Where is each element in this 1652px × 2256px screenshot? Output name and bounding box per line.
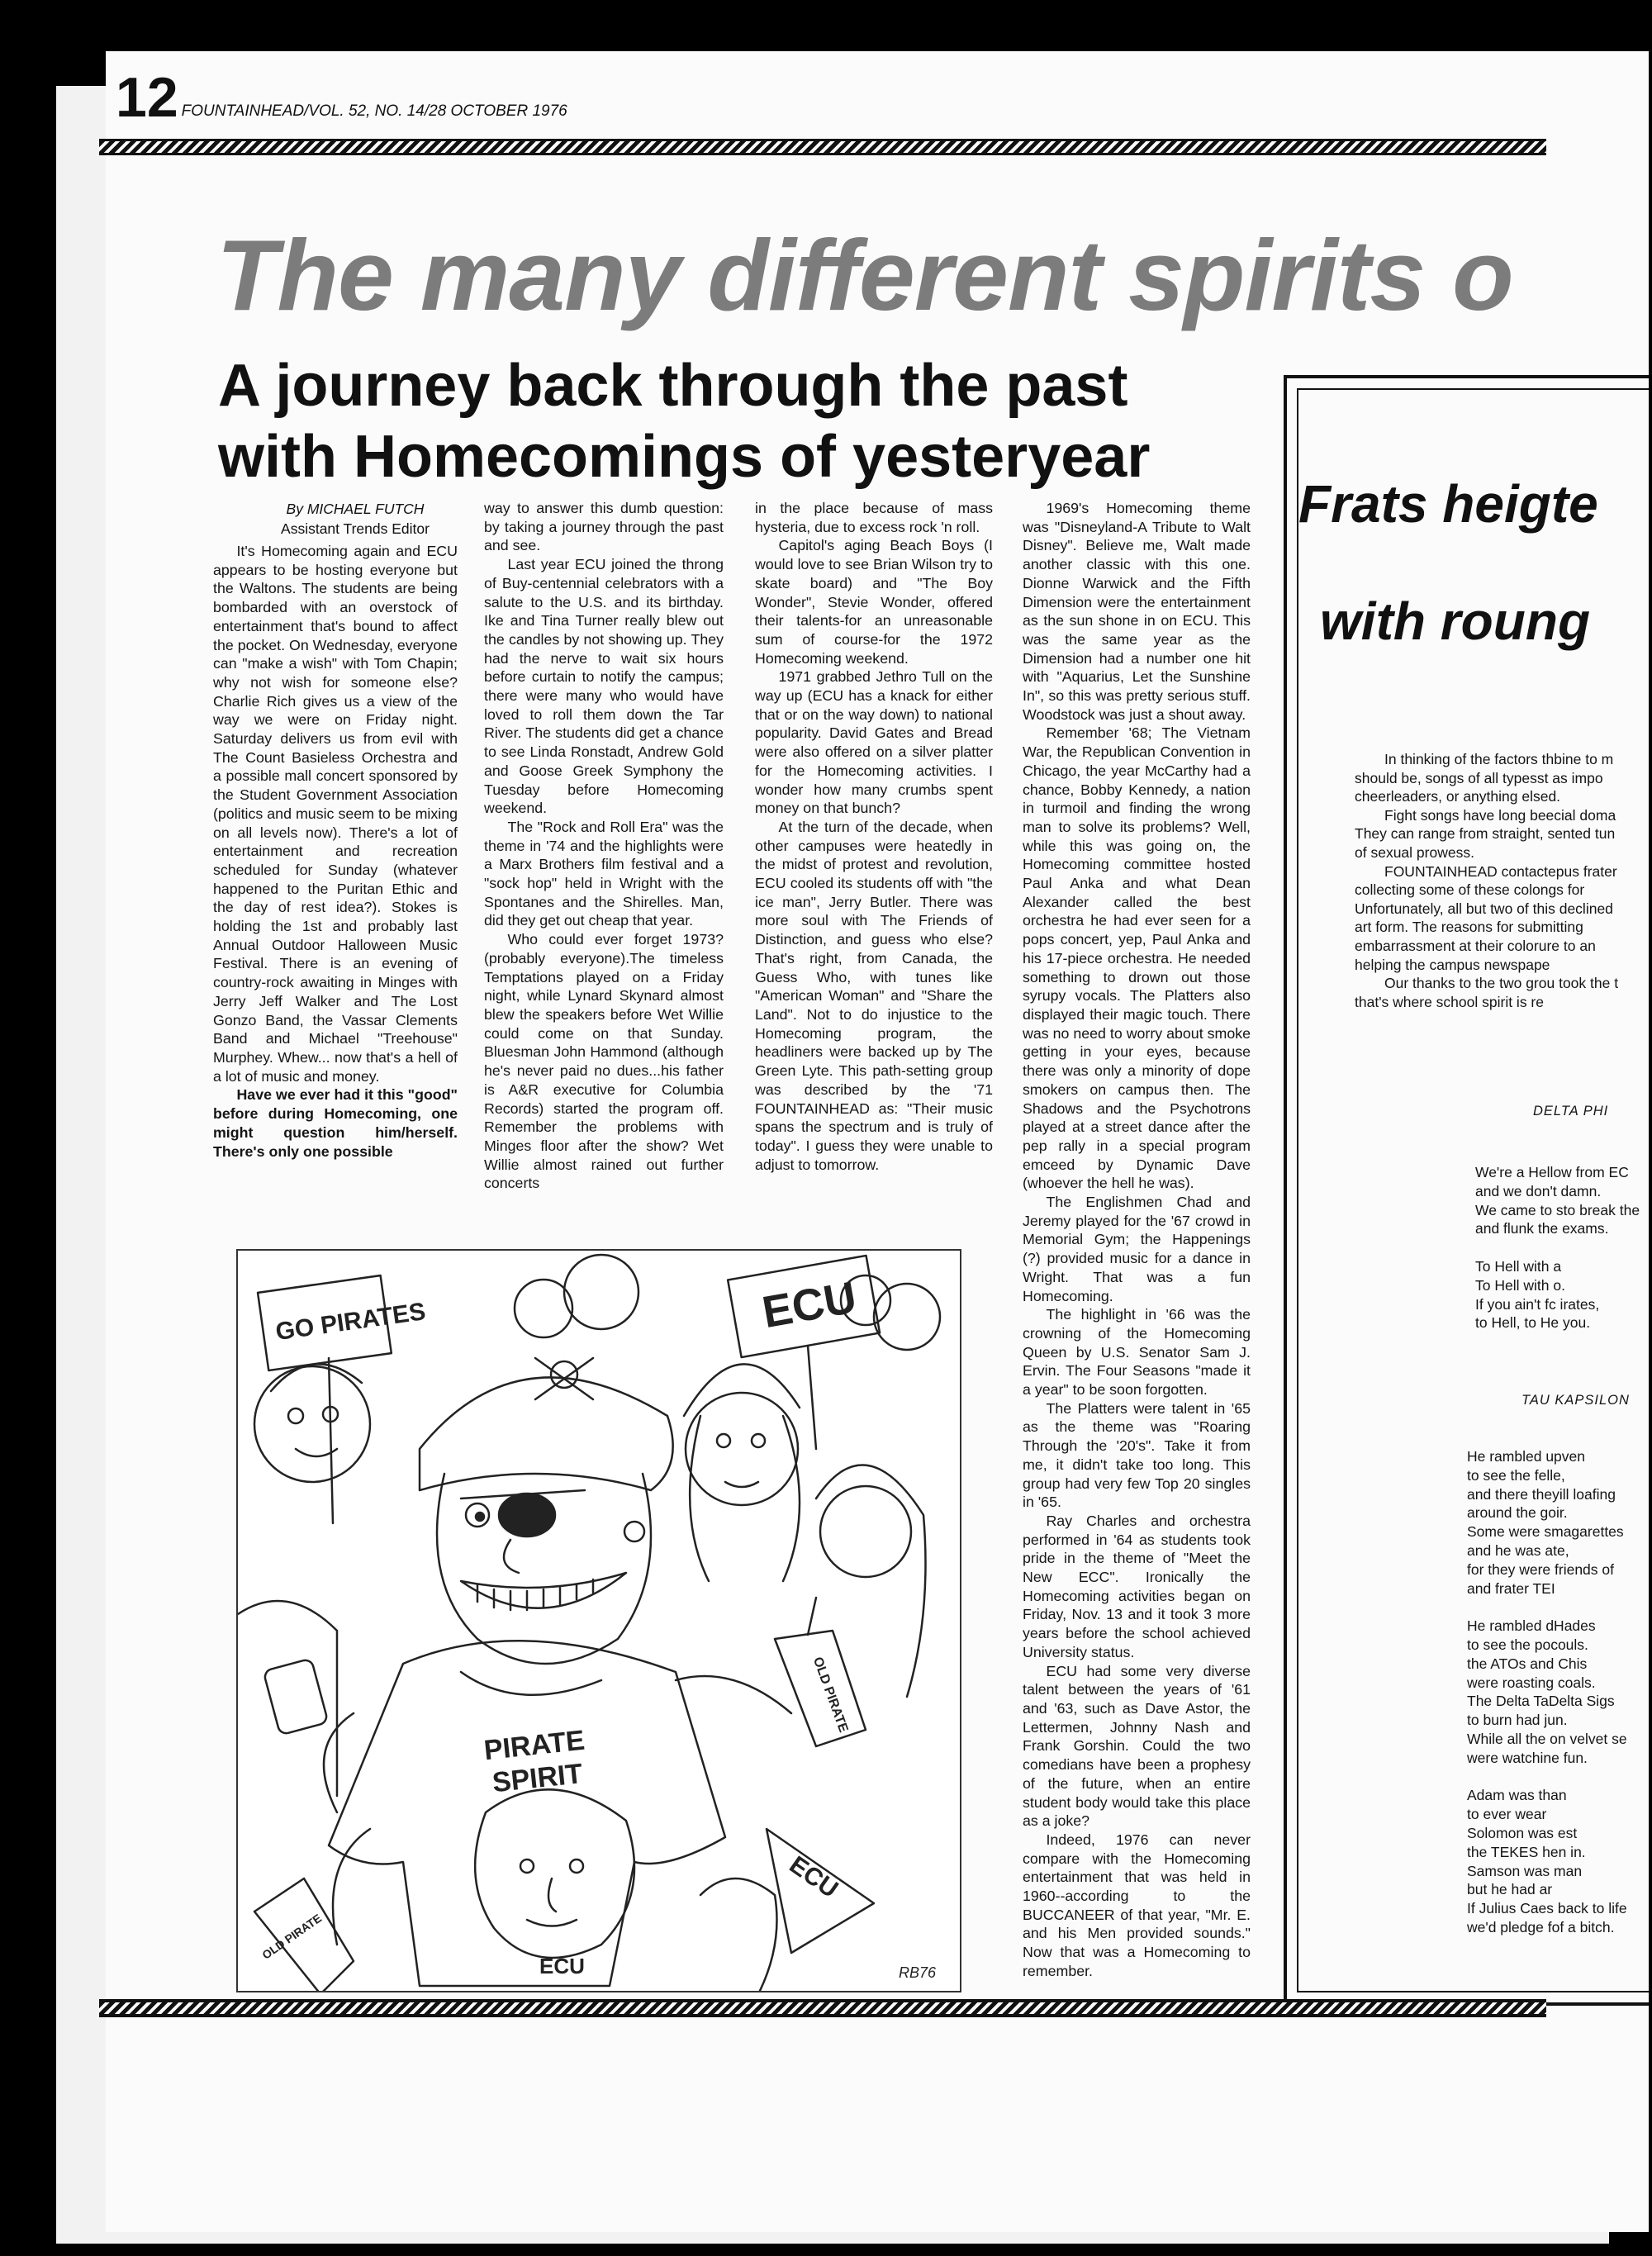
- verse-line: to see the pocouls.: [1467, 1636, 1588, 1653]
- paragraph: The Platters were talent in '65 as the theme was "Roaring Through the '20's". Take it from me, it didn't take too long. This group had very few Top 20 singles in '65.: [1023, 1399, 1251, 1511]
- article-column-1: [213, 542, 458, 1161]
- bottle-label-left: OLD PIRATE: [259, 1911, 325, 1962]
- sidebar-intro: [1355, 750, 1652, 1011]
- shirt-ecu-text: ECU: [539, 1954, 585, 1978]
- intro-line: that's where school spirit is re: [1355, 993, 1544, 1010]
- verse-line: We came to sto break the: [1475, 1201, 1640, 1218]
- verse-line: the TEKES hen in.: [1467, 1843, 1586, 1860]
- headline-line-2: with Homecomings of yesteryear: [218, 424, 1151, 490]
- intro-line: collecting some of these colongs for: [1355, 881, 1585, 899]
- page-number: 12: [116, 66, 178, 129]
- paragraph: 1969's Homecoming theme was "Disneyland-A Tribute to Walt Disney". Believe me, Walt made another classic with this one. Dionne Warwick and the Fifth Dimension were the entertainment as the sun shone in on ECU. This was the same year as the Dimension had a number one hit with "Aquarius, Let the Sunshine In", so this was pretty serious stuff. Woodstock was just a shout away.: [1023, 500, 1251, 723]
- verse-line: Solomon was est: [1467, 1824, 1578, 1841]
- byline: [248, 499, 463, 539]
- verse-line: we'd pledge fof a bitch.: [1467, 1918, 1615, 1935]
- pennant-text: ECU: [784, 1850, 843, 1904]
- paragraph: The Englishmen Chad and Jeremy played for the '67 crowd in Memorial Gym; the Happenings (?) provided music for a dance in Wright. That was a fun Homecoming.: [1023, 1194, 1251, 1304]
- intro-line: art form. The reasons for submitting: [1355, 919, 1583, 936]
- verse-line: to burn had jun.: [1467, 1712, 1568, 1729]
- artist-signature: RB76: [899, 1964, 937, 1981]
- intro-line: of sexual prowess.: [1355, 843, 1474, 861]
- top-decorative-rule: [99, 139, 1546, 155]
- verse-line: The Delta TaDelta Sigs: [1467, 1693, 1615, 1710]
- verse-line: If you ain't fc irates,: [1475, 1295, 1600, 1313]
- byline-title: Assistant Trends Editor: [281, 520, 430, 537]
- publication-line: FOUNTAINHEAD/VOL. 52, NO. 14/28 OCTOBER 1976: [181, 102, 567, 120]
- intro-line: Unfortunately, all but two of this declined: [1355, 900, 1613, 917]
- verse-line: and we don't damn.: [1475, 1182, 1602, 1199]
- verse-line: to see the felle,: [1467, 1466, 1565, 1484]
- sign-right-text: ECU: [758, 1272, 861, 1338]
- verse-line: were watchine fun.: [1467, 1749, 1588, 1766]
- verse-line: to ever wear: [1467, 1806, 1547, 1823]
- paragraph: Ray Charles and orchestra performed in '64 as students took pride in the theme of "Meet the New ECC". Ironically the Homecoming activities began on Friday, Nov. 13 and it took 3 more years before the school achieved University status.: [1023, 1512, 1251, 1660]
- verse-line: If Julius Caes back to life: [1467, 1900, 1627, 1917]
- verse-line: and frater TEI: [1467, 1579, 1555, 1597]
- sidebar-headline-2: with roung: [1320, 591, 1591, 651]
- intro-line: embarrassment at their colorure to an: [1355, 937, 1596, 954]
- verse-line: and he was ate,: [1467, 1541, 1569, 1559]
- article-column-2: [484, 499, 724, 1193]
- intro-line: helping the campus newspape: [1355, 956, 1550, 973]
- shirt-text-line-2: SPIRIT: [491, 1758, 585, 1799]
- paragraph: Capitol's aging Beach Boys (I would love to see Brian Wilson try to skate board) and "The Boy Wonder", Stevie Wonder, offered their talents-for an unreasonable sum of course-for the 1972 Homecoming weekend.: [755, 537, 993, 667]
- headline-line-1: A journey back through the past: [218, 353, 1128, 419]
- verse-line: To Hell with o.: [1475, 1276, 1565, 1294]
- paragraph: The "Rock and Roll Era" was the theme in '74 and the highlights were a Marx Brothers film festival and a "sock hop" held in Wright with the Spontanes and the Shirelles. Man, did they get out cheap that year.: [484, 818, 724, 929]
- section-banner: The many different spirits o: [216, 219, 1513, 331]
- verse-line: Some were smagarettes: [1467, 1523, 1624, 1541]
- verse-line: While all the on velvet se: [1467, 1730, 1627, 1747]
- paragraph: Who could ever forget 1973? (probably everyone).The timeless Temptations played on a Friday night, while Lynard Skynard almost blew the speakers before Wet Willie could come on that Sunday. Bluesman John Hammond (although he's never paid no dues...his father is A&R executive for Columbia Records) started the program off. Remember the problems with Minges floor after the show? Wet Willie almost rained out further concerts: [484, 931, 724, 1192]
- article-headline: [218, 350, 1251, 492]
- verse-line: were roasting coals.: [1467, 1674, 1596, 1691]
- sidebar-headline-1: Frats heigte: [1298, 474, 1598, 534]
- verse-line: [1467, 1768, 1627, 1787]
- article-column-4: [1023, 499, 1251, 1981]
- verse-line: and there theyill loafing: [1467, 1485, 1616, 1503]
- tau-kappa-verse: [1467, 1447, 1627, 1937]
- paragraph: way to answer this dumb question: by taking a journey through the past and see.: [484, 500, 724, 554]
- paragraph: Last year ECU joined the throng of Buy-centennial celebrators with a salute to the U.S. and its birthday. Ike and Tina Turner really blew out the candles by not showing up. They had the nerve to wait six hours before curtain to notify the campus; there were many who would have loved to roll them down the Tar River. The students did get a chance to see Linda Ronstadt, Andrew Gold and Goose Greek Symphony the Tuesday before Homecoming weekend.: [484, 556, 724, 817]
- paragraph: in the place because of mass hysteria, due to excess rock 'n roll.: [755, 500, 993, 535]
- intro-line: Fight songs have long beecial doma: [1384, 806, 1616, 824]
- paragraph: The highlight in '66 was the crowning of the Homecoming Queen by U.S. Senator Sam J. Ervin. The Four Seasons "made it a year" to be soon forgotten.: [1023, 1306, 1251, 1399]
- verse-line: [1475, 1238, 1640, 1257]
- paragraph: Indeed, 1976 can never compare with the Homecoming entertainment that was held in 1960--according to the BUCCANEER of that year, "Mr. E. and his Men provided sounds." Now that was a Homecoming to remember.: [1023, 1831, 1251, 1979]
- section-title-delta-phi: DELTA PHI: [1533, 1104, 1609, 1119]
- intro-line: FOUNTAINHEAD contactepus frater: [1384, 862, 1617, 880]
- paragraph: ECU had some very diverse talent between the years of '61 and '63, such as Dave Astor, the Lettermen, Johnny Nash and Frank Gorshin. Could the two comedians have been a prophesy of the future, when an entire student body would take this place as a joke?: [1023, 1662, 1251, 1830]
- paragraph: It's Homecoming again and ECU appears to be hosting everyone but the Waltons. The students are being bombarded with an overstock of entertainment that's bound to affect the pocket. On Wednesday, everyone can "make a wish" with Tom Chapin; why not wish for someone else? Charlie Rich gives us a view of the way we were on Friday night. Saturday delivers us from evil with The Count Basieless Orchestra and a possible mall concert sponsored by the Student Government Association (politics and music seem to be mixing on all levels now). There's a lot of entertainment and recreation scheduled for Sunday (whatever happened to the Puritan Ethic and the day of rest idea?). Stokes is holding the 1st and probably last Annual Outdoor Halloween Music Festival. There is an evening of country-rock awaiting in Minges with Jerry Jeff Walker and The Lost Gonzo Band, the Vassar Clements Band and Michael "Treehouse" Murphey. Whew... now that's a hell of a lot of music and money.: [213, 543, 458, 1085]
- verse-line: but he had ar: [1467, 1881, 1553, 1898]
- verse-line: to Hell, to He you.: [1475, 1314, 1591, 1332]
- verse-line: for they were friends of: [1467, 1560, 1614, 1578]
- shirt-text-line-1: PIRATE: [482, 1724, 586, 1767]
- verse-line: the ATOs and Chis: [1467, 1655, 1588, 1672]
- verse-line: around the goir.: [1467, 1504, 1568, 1522]
- intro-line: should be, songs of all typesst as impo: [1355, 769, 1603, 786]
- paragraph: Have we ever had it this "good" before during Homecoming, one might question him/herself. There's only one possible: [213, 1086, 458, 1160]
- bottle-label: OLD PIRATE: [809, 1655, 851, 1735]
- paragraph: At the turn of the decade, when other campuses were heatedly in the midst of protest and revolution, ECU cooled its students off with "the ice man", Jerry Butler. There was more soul with The Friends of Distinction, and guess who else? That's right, from Canada, the Guess Who, with tunes like "American Woman" and "Share the Land". Not to do injustice to the Homecoming program, the headliners were backed up by The Green Lyte. This path-setting group was described by the '71 FOUNTAINHEAD as: "Their music spans the spectrum and is truly of today". I guess they were unable to adjust to tomorrow.: [755, 818, 993, 1173]
- verse-line: He rambled upven: [1467, 1448, 1585, 1465]
- page-folio: [116, 66, 567, 129]
- verse-line: We're a Hellow from EC: [1475, 1164, 1629, 1180]
- verse-line: He rambled dHades: [1467, 1617, 1596, 1635]
- delta-phi-verse: [1475, 1163, 1640, 1332]
- verse-line: and flunk the exams.: [1475, 1220, 1609, 1237]
- bottom-decorative-rule: [99, 1999, 1546, 2017]
- cartoon-drawing: [238, 1251, 961, 1992]
- intro-line: Our thanks to the two grou took the t: [1384, 975, 1619, 992]
- byline-author: By MICHAEL FUTCH: [286, 501, 425, 517]
- verse-line: [1467, 1598, 1627, 1617]
- intro-line: cheerleaders, or anything elsed.: [1355, 788, 1561, 805]
- verse-line: Samson was man: [1467, 1862, 1583, 1879]
- section-title-tau-kappa: TAU KAPSILON: [1521, 1393, 1630, 1408]
- cartoon-illustration: [236, 1249, 961, 1992]
- intro-line: In thinking of the factors thbine to m: [1384, 751, 1614, 767]
- intro-line: They can range from straight, sented tun: [1355, 825, 1616, 843]
- article-column-3: [755, 499, 993, 1174]
- paragraph: Remember '68; The Vietnam War, the Republican Convention in Chicago, the year McCarthy had a chance, Bobby Kennedy, a nation in turmoil and finding the wrong man to solve its problems? Well, while this was going on, the Homecoming committee hosted Paul Anka and what Dean Alexander called the best orchestra he had ever seen for a pops concert, yep, Paul Anka and his 17-piece orchestra. He needed something to drown out those syrupy vocals. The Platters also displayed their magic touch. There was no need to worry about smoke getting in your eyes, because there was only a minority of dope smokers on campus then. The Shadows and the Psychotrons played at a street dance after the pep rally in a special program emceed by Dynamic Dave (whoever the hell he was).: [1023, 724, 1251, 1192]
- sign-left-text: GO PIRATES: [273, 1298, 428, 1346]
- paragraph: 1971 grabbed Jethro Tull on the way up (ECU has a knack for either that or on the way down) to national popularity. David Gates and Bread were also offered on a silver platter for the Homecoming activities. I wonder how many crumbs spent money on that bunch?: [755, 668, 993, 817]
- right-edge: [1649, 0, 1652, 2256]
- verse-line: To Hell with a: [1475, 1257, 1562, 1275]
- verse-line: Adam was than: [1467, 1787, 1567, 1804]
